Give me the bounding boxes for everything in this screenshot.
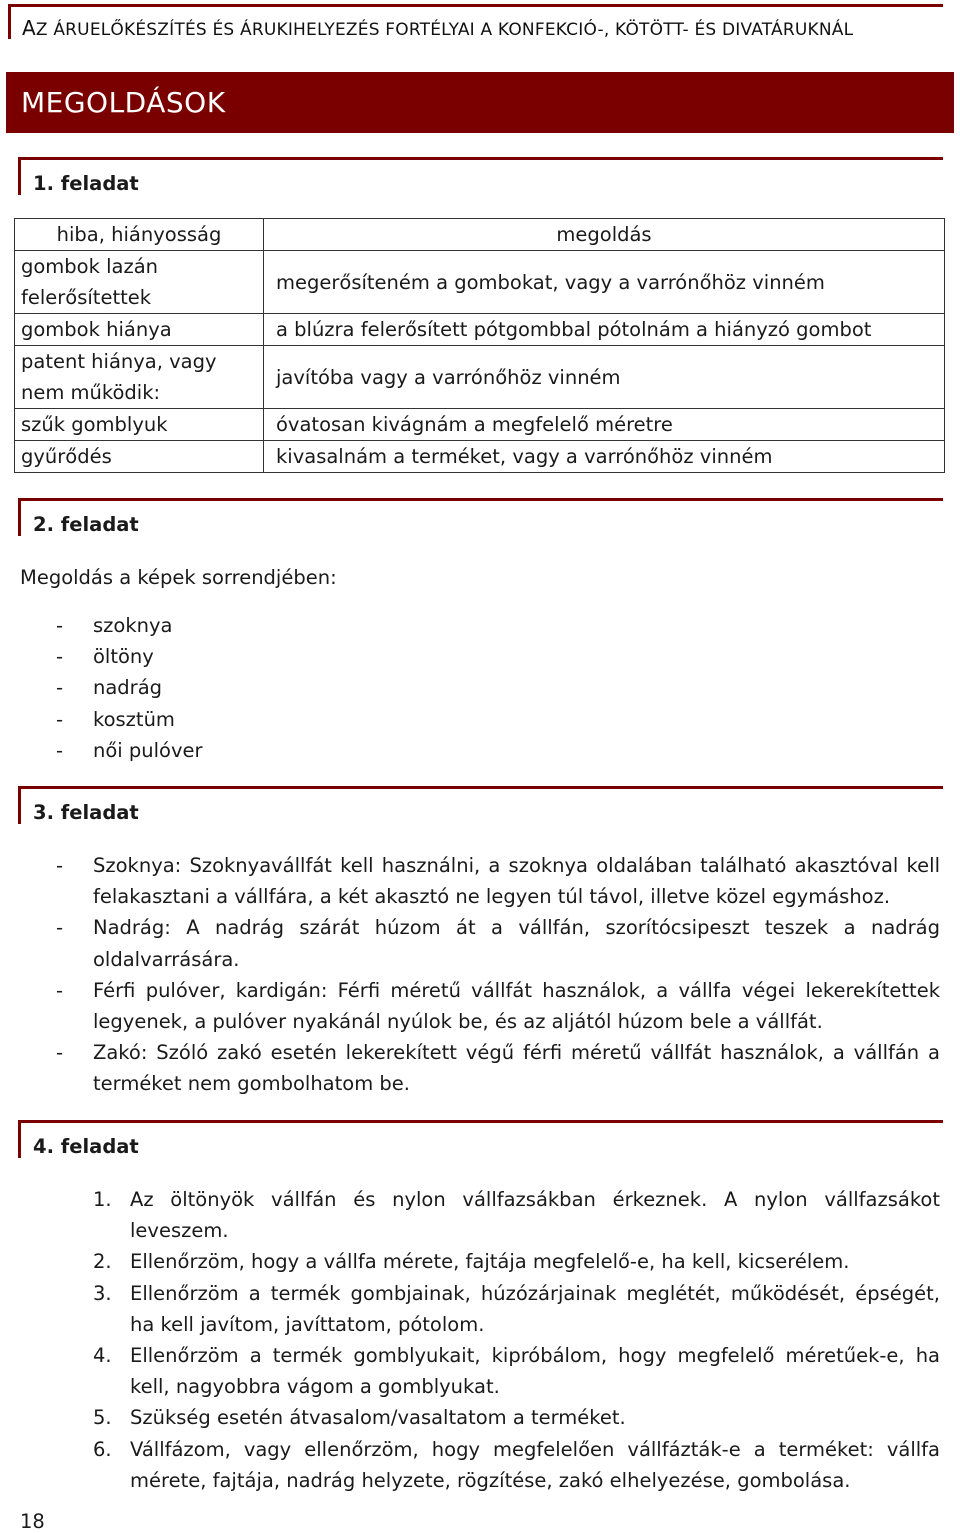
task-3-list [56, 850, 940, 1100]
numbered-item [93, 1246, 940, 1277]
table-cell-solution: javítóba vagy a varrónőhöz vinném [264, 346, 945, 409]
numbered-item [93, 1340, 940, 1402]
table-row [15, 346, 945, 409]
banner-title: MEGOLDÁSOK [21, 86, 226, 119]
table-cell-solution: a blúzra felerősített pótgombbal pótolnám a hiányzó gombot [264, 314, 945, 346]
item-text: Ellenőrzöm a termék gomblyukait, kipróbálom, hogy megfelelő méretűek-e, ha kell, nagyobbra vágom a gomblyukat. [130, 1344, 940, 1399]
item-text: Vállfázom, vagy ellenőrzöm, hogy megfelelően vállfázták-e a terméket: vállfa mérete, fajtája, nadrág helyzete, rögzítése, zakó elhelyezése, gombolása. [130, 1437, 940, 1492]
list-item-text: női pulóver [93, 738, 203, 762]
header-rest: Z ÁRUELŐKÉSZÍTÉS ÉS ÁRUKIHELYEZÉS FORTÉLYAI A KONFEKCIÓ-, KÖTÖTT- ÉS DIVATÁRUKNÁL [35, 20, 854, 40]
list-item [56, 641, 203, 672]
page-number: 18 [20, 1510, 45, 1533]
numbered-item [93, 1278, 940, 1340]
list-item-text: Szoknya: Szoknyavállfát kell használni, a szoknya oldalában található akasztóval kell felakasztani a vállfára, a két akasztó ne legyen túl távol, illetve közel egymáshoz. [93, 854, 940, 909]
list-dash: - [56, 645, 64, 669]
item-text: Ellenőrzöm a termék gombjainak, húzózárjainak meglétét, működését, épségét, ha kell javítom, javíttatom, pótolom. [130, 1281, 940, 1336]
list-item [56, 704, 203, 735]
list-item [56, 672, 203, 703]
list-item-text: öltöny [93, 645, 154, 669]
item-text: Ellenőrzöm, hogy a vállfa mérete, fajtája megfelelő-e, ha kell, kicserélem. [130, 1250, 850, 1274]
list-item-text: nadrág [93, 676, 163, 700]
solution-table [14, 218, 945, 473]
item-number: 5. [93, 1406, 112, 1430]
list-item-text: Zakó: Szóló zakó esetén lekerekített végű férfi méretű vállfát használok, a vállfán a terméket nem gombolhatom be. [93, 1041, 940, 1096]
task-2-intro: Megoldás a képek sorrendjében: [20, 566, 337, 589]
list-item-text: Nadrág: A nadrág szárát húzom át a vállfán, szorítócsipeszt teszek a nadrág oldalvarrására. [93, 916, 940, 971]
table-cell-solution: óvatosan kivágnám a megfelelő méretre [264, 409, 945, 441]
solutions-banner [6, 72, 954, 133]
numbered-item [93, 1402, 940, 1433]
list-item-text: szoknya [93, 614, 173, 637]
list-item [56, 610, 203, 641]
table-row [15, 251, 945, 314]
list-item-text: kosztüm [93, 707, 175, 731]
section-4-title: 4. feladat [33, 1135, 139, 1158]
task-2-list [56, 610, 203, 766]
table-cell-fault: gyűrődés [15, 441, 264, 473]
item-number: 4. [93, 1344, 112, 1368]
list-dash: - [56, 707, 64, 731]
table-cell-fault: gombok lazán felerősítettek [15, 251, 264, 314]
section-3-heading [18, 786, 943, 824]
column-header-solution: megoldás [264, 219, 945, 251]
header-initial: A [22, 16, 36, 40]
list-item [56, 850, 940, 912]
numbered-item [93, 1434, 940, 1496]
table-row [15, 314, 945, 346]
list-item-text: Férfi pulóver, kardigán: Férfi méretű vállfát használok, a vállfa végei lekerekítettek legyenek, a pulóver nyakánál nyúlok be, és az aljától húzom bele a vállfát. [93, 978, 940, 1034]
section-2-title: 2. feladat [33, 513, 139, 536]
table-cell-solution: kivasalnám a terméket, vagy a varrónőhöz vinném [264, 441, 945, 473]
table-row [15, 441, 945, 473]
section-3-title: 3. feladat [33, 801, 139, 824]
list-dash: - [56, 854, 64, 877]
list-dash: - [56, 614, 64, 637]
table-cell-fault: gombok hiánya [15, 314, 264, 346]
section-1-title: 1. feladat [33, 172, 139, 195]
item-number: 6. [93, 1437, 112, 1461]
item-text: Szükség esetén átvasalom/vasaltatom a terméket. [130, 1406, 626, 1430]
item-number: 3. [93, 1281, 112, 1305]
item-number: 1. [93, 1188, 112, 1211]
table-cell-fault: szűk gomblyuk [15, 409, 264, 441]
list-item [56, 912, 940, 974]
table-cell-fault: patent hiánya, vagy nem működik: [15, 346, 264, 409]
list-item [56, 735, 203, 766]
table-row [15, 409, 945, 441]
list-dash: - [56, 978, 64, 1002]
table-cell-solution: megerősíteném a gombokat, vagy a varrónőhöz vinném [264, 251, 945, 314]
section-1-heading [18, 157, 943, 195]
list-item [56, 975, 940, 1037]
list-item [56, 1037, 940, 1099]
column-header-fault: hiba, hiányosság [15, 219, 264, 251]
item-number: 2. [93, 1250, 112, 1274]
section-2-heading [18, 498, 943, 536]
list-dash: - [56, 916, 64, 940]
task-4-list [93, 1184, 940, 1496]
list-dash: - [56, 738, 64, 762]
list-dash: - [56, 1041, 64, 1065]
section-4-heading [18, 1120, 943, 1158]
list-dash: - [56, 676, 64, 700]
item-text: Az öltönyök vállfán és nylon vállfazsákban érkeznek. A nylon vállfazsákot leveszem. [130, 1188, 940, 1243]
table-header-row [15, 219, 945, 251]
numbered-item [93, 1184, 940, 1246]
running-header [22, 16, 853, 40]
